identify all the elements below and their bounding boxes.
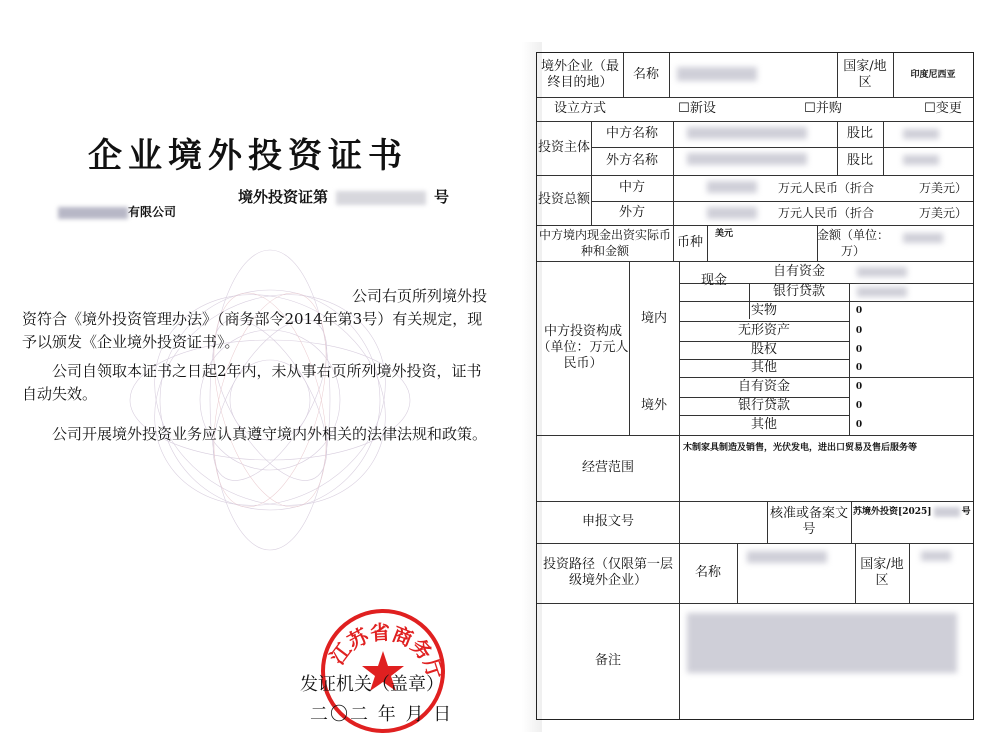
- redacted-share-2: [903, 155, 939, 165]
- business-scope-value: 木制家具制造及销售，光伏发电，进出口贸易及售后服务等: [683, 443, 918, 453]
- redacted-company: [58, 207, 128, 219]
- redacted-path-country: [921, 551, 951, 561]
- label-composition: 中方投资构成（单位：万元人民币）: [537, 324, 629, 371]
- redacted-foreign-name: [687, 153, 807, 165]
- checkbox-icon: ☐: [924, 101, 936, 116]
- label-bank-loan: 银行贷款: [772, 284, 825, 299]
- issuing-authority: 发证机关（盖章）: [300, 674, 444, 695]
- checkbox-icon: ☐: [678, 101, 690, 116]
- label-overseas-enterprise: 境外企业（最终目的地）: [540, 59, 619, 90]
- label-path-country: 国家/地区: [860, 557, 904, 588]
- label-own-funds: 自有资金: [772, 264, 825, 279]
- label-remarks: 备注: [594, 653, 621, 668]
- paragraph-compliance: 公司右页所列境外投资符合《境外投资管理办法》（商务部令2014年第3号）有关规定，现予以颁发《企业境外投资证书》。: [22, 287, 488, 351]
- option-new-build[interactable]: ☐ 新设: [678, 101, 716, 116]
- label-chinese-name: 中方名称: [605, 126, 658, 141]
- currency-value: 美元: [714, 229, 733, 239]
- label-overseas-other: 其他: [750, 417, 777, 432]
- label-application-no: 申报文号: [581, 514, 634, 529]
- cert-number-suffix: 号: [434, 188, 450, 206]
- label-share-ratio: 股比: [846, 126, 873, 141]
- issue-date: 二〇二 年 月 日: [310, 704, 454, 725]
- label-investment-path: 投资路径（仅限第一层级境外企业）: [542, 557, 673, 588]
- option-merger[interactable]: ☐ 并购: [804, 101, 842, 116]
- svg-text:江苏省商务厅: 江苏省商务厅: [325, 620, 448, 683]
- label-investor: 投资主体: [537, 140, 590, 155]
- redacted-approval-no: [934, 507, 960, 517]
- label-foreign-side: 外方: [618, 205, 645, 220]
- label-domestic: 境内: [640, 311, 667, 326]
- redacted-remarks: [687, 613, 957, 673]
- usd-unit-2: 万美元）: [918, 206, 967, 220]
- redacted-own-funds: [857, 267, 907, 277]
- label-setup-method: 设立方式: [553, 101, 606, 116]
- certificate-number: [238, 186, 449, 207]
- checkbox-icon: ☐: [804, 101, 816, 116]
- label-overseas-own-funds: 自有资金: [737, 379, 790, 394]
- paragraph-validity: 公司自领取本证书之日起2年内，未从事右页所列境外投资，证书自动失效。: [22, 362, 482, 403]
- label-other: 其他: [750, 360, 777, 375]
- label-country-region: 国家/地区: [843, 59, 887, 90]
- redacted-bank-loan: [857, 287, 907, 297]
- redacted-foreign-total: [707, 207, 757, 219]
- value-equity: 0: [855, 345, 863, 355]
- label-currency: 币种: [676, 235, 703, 250]
- label-intangible: 无形资产: [737, 323, 790, 338]
- label-share-ratio-2: 股比: [846, 153, 873, 168]
- label-business-scope: 经营范围: [581, 460, 634, 475]
- label-amount: 金额（单位：万）: [817, 228, 890, 258]
- cert-number-prefix: 境外投资证第: [238, 188, 329, 206]
- label-overseas-bank-loan: 银行贷款: [737, 398, 790, 413]
- label-foreign-name: 外方名称: [605, 153, 658, 168]
- value-overseas-bank-loan: 0: [855, 401, 863, 411]
- label-equity: 股权: [750, 342, 777, 357]
- country-value: 印度尼西亚: [910, 70, 956, 80]
- redacted-cn-total: [707, 181, 757, 193]
- option-change[interactable]: ☐ 变更: [924, 101, 962, 116]
- redacted-number: [336, 191, 426, 205]
- label-approval-no: 核准或备案文号: [769, 506, 848, 537]
- value-other: 0: [855, 363, 863, 373]
- approval-no-value: 苏境外投资[2025] 号: [853, 507, 971, 517]
- redacted-enterprise-name: [677, 67, 757, 81]
- usd-unit: 万美元）: [918, 181, 967, 195]
- label-path-name: 名称: [694, 565, 721, 580]
- label-in-kind: 实物: [750, 303, 777, 318]
- label-cash-currency: 中方境内现金出资实际币种和金额: [538, 228, 671, 258]
- rmb-unit-2: 万元人民币（折合: [777, 206, 874, 220]
- redacted-path-name: [747, 551, 827, 563]
- value-in-kind: 0: [855, 306, 863, 316]
- paragraph-laws: 公司开展境外投资业务应认真遵守境内外相关的法律法规和政策。: [52, 425, 488, 443]
- redacted-chinese-name: [687, 127, 807, 139]
- value-overseas-own-funds: 0: [855, 382, 863, 392]
- label-name: 名称: [632, 67, 659, 82]
- redacted-amount: [903, 233, 943, 243]
- label-cash: 现金: [700, 273, 727, 288]
- company-suffix: 有限公司: [128, 205, 177, 219]
- rmb-unit: 万元人民币（折合: [777, 181, 874, 195]
- certificate-title: 企业境外投资证书: [88, 136, 408, 176]
- investment-form-table: [536, 52, 974, 720]
- redacted-share-1: [903, 129, 939, 139]
- value-overseas-other: 0: [855, 420, 863, 430]
- label-total-investment: 投资总额: [537, 192, 590, 207]
- value-intangible: 0: [855, 326, 863, 336]
- label-chinese-side: 中方: [618, 180, 645, 195]
- company-name: [58, 203, 176, 220]
- label-overseas: 境外: [640, 398, 667, 413]
